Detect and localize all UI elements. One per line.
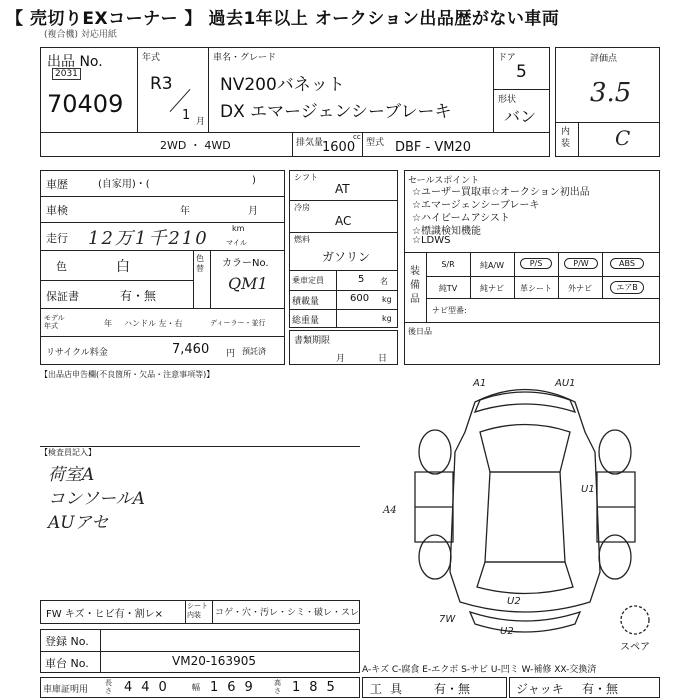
dims-length: 440 <box>124 680 176 695</box>
color-change-label: 色替 <box>196 254 204 273</box>
equip-ext-navi: 外ナビ <box>568 284 592 293</box>
wheel-front-right <box>599 430 631 474</box>
rear-bumper <box>470 612 580 632</box>
mileage-label: 走行 <box>46 232 68 245</box>
doors-value: 5 <box>516 62 527 82</box>
inspector-note-1: 荷室A <box>48 465 95 485</box>
shift-label: シフト <box>294 173 318 182</box>
displacement-unit: cc <box>353 133 361 141</box>
shift-value: AT <box>335 182 350 196</box>
color-code-label: カラーNo. <box>222 258 269 269</box>
recycle-value: 7,460 <box>172 342 210 357</box>
windshield <box>480 425 570 473</box>
seat-label: シート内装 <box>187 602 208 619</box>
lot-corner: 2031 <box>52 68 81 80</box>
equip-navi: 純ナビ <box>480 284 504 293</box>
spare-tire <box>621 606 649 634</box>
shape-label: 形状 <box>498 95 517 105</box>
score-value: 3.5 <box>590 78 632 108</box>
sales-points-label: セールスポイント <box>408 176 480 186</box>
later-items-label: 後日品 <box>408 327 432 336</box>
equipment-label: 装備品 <box>410 266 420 305</box>
displacement-value: 1600 <box>322 140 356 155</box>
deadline-day-unit: 日 <box>378 354 388 364</box>
mileage-unit-km: km <box>232 224 245 233</box>
warranty-label: 保証書 <box>46 290 79 303</box>
capacity-unit: 名 <box>380 277 388 286</box>
recycle-label: リサイクル料金 <box>46 348 108 358</box>
history-label: 車歴 <box>46 178 68 191</box>
navi-model: ナビ型番: <box>432 306 467 315</box>
shape-value: バン <box>504 107 537 126</box>
year-month: 1 <box>182 108 191 123</box>
equip-airbag: エアB <box>610 281 644 294</box>
gross-weight-unit: kg <box>382 314 392 323</box>
inspector-note-3: AUアセ <box>48 513 109 533</box>
equip-alloy: 純A/W <box>479 261 505 270</box>
sales-point-2: ☆エマージェンシーブレーキ <box>412 200 540 211</box>
vehicle-damage-diagram <box>395 372 655 642</box>
chassis-value: VM20-163905 <box>172 654 256 668</box>
ac-value: AC <box>335 214 352 228</box>
history-close: ) <box>252 175 256 186</box>
deadline-month-unit: 月 <box>336 354 346 364</box>
year-value: R3 <box>150 74 173 94</box>
ac-label: 冷房 <box>294 203 310 212</box>
chassis-label: 車台 No. <box>45 657 89 670</box>
handle: ハンドル 左・右 <box>124 319 183 328</box>
load-unit: kg <box>382 295 392 304</box>
jack-value: 有・無 <box>582 682 619 696</box>
model-code-label: 型式 <box>366 138 385 148</box>
sales-point-1: ☆ユーザー買取車☆オークション初出品 <box>412 187 590 198</box>
equip-ps: P/S <box>520 258 552 269</box>
color-value: 白 <box>116 259 130 275</box>
warranty-value: 有・無 <box>120 289 157 303</box>
score-label: 評価点 <box>590 54 618 64</box>
declaration-label: 【出品店申告欄(不良箇所・欠品・注意事項等)】 <box>40 370 215 379</box>
sales-point-4: ☆標識検知機能 <box>412 226 481 237</box>
tools-value: 有・無 <box>434 682 471 696</box>
car-name-label: 車名・グレード <box>213 53 277 63</box>
equip-tv: 純TV <box>438 284 458 293</box>
equip-abs: ABS <box>610 258 644 269</box>
model-code-value: DBF - VM20 <box>395 140 472 155</box>
capacity-value: 5 <box>358 274 365 285</box>
recycle-unit: 円 <box>226 349 236 359</box>
banner: 【 売切りEXコーナー 】 過去1年以上 オークション出品歴がない車両 <box>6 9 560 29</box>
lot-number: 70409 <box>47 90 124 118</box>
dims-height: 185 <box>292 680 344 695</box>
doors-label: ドア <box>498 53 516 63</box>
fuel-label: 燃料 <box>294 235 310 244</box>
wheel-front-left <box>419 430 451 474</box>
year-label: 年式 <box>142 53 161 63</box>
dims-label: 車庫証明用 <box>43 685 89 695</box>
roof-outline <box>485 472 565 562</box>
spare-label: スペア <box>620 642 650 653</box>
car-body-outline <box>450 390 600 613</box>
color-label: 色 <box>56 260 67 273</box>
model-year-label: モデル年式 <box>44 314 65 330</box>
inspection-month-unit: 月 <box>248 206 258 217</box>
drive: 2WD ・ 4WD <box>160 139 231 152</box>
inspection-label: 車検 <box>46 204 68 217</box>
mark-a4: A4 <box>383 505 397 516</box>
deadline-label: 書類期限 <box>294 336 331 346</box>
year-month-unit: 月 <box>196 117 206 127</box>
sales-point-5: ☆LDWS <box>412 235 451 246</box>
inspector-label: 【検査員記入】 <box>40 448 96 457</box>
dims-length-label: 長さ <box>105 679 112 695</box>
tools-label: 工具 <box>370 682 411 696</box>
mark-u1: U1 <box>581 484 595 495</box>
inspector-note-2: コンソールA <box>48 489 145 509</box>
equip-leather: 革シート <box>520 284 552 293</box>
dims-width: 169 <box>210 680 262 695</box>
displacement-label: 排気量 <box>296 138 324 148</box>
gross-weight-label: 総重量 <box>292 316 320 326</box>
dealer: ディーラー・並行 <box>210 319 266 327</box>
fuel-value: ガソリン <box>322 250 371 264</box>
mileage-unit-mile: マイル <box>226 239 247 247</box>
color-code-value: QM1 <box>228 274 268 293</box>
rear-window <box>477 562 573 594</box>
equip-pw: P/W <box>564 258 598 269</box>
registration-label: 登録 No. <box>45 635 89 648</box>
car-name-line2: DX エマージェンシーブレーキ <box>220 102 452 122</box>
lot-label: 出品 No. <box>47 54 103 70</box>
load-value: 600 <box>350 293 370 304</box>
recycle-note: 預託済 <box>242 347 266 356</box>
model-year-unit: 年 <box>104 319 112 328</box>
sub-note: (複合機) 対応用紙 <box>44 30 117 40</box>
history-value: (自家用)・( <box>98 179 150 190</box>
jack-label: ジャッキ <box>516 682 564 696</box>
mark-au1: AU1 <box>555 378 576 389</box>
damage-legend: A-キズ C-腐食 E-エクボ S-サビ U-凹ミ W-補修 XX-交換済 <box>362 665 597 675</box>
capacity-label: 乗車定員 <box>292 276 324 285</box>
interior-value: C <box>615 126 631 150</box>
sales-point-3: ☆ハイビームアシスト <box>412 213 510 224</box>
fw-text: FW キズ・ヒビ有・割レ× <box>46 609 163 620</box>
car-name-line1: NV200バネット <box>220 75 345 95</box>
load-label: 積載量 <box>292 297 320 307</box>
mileage-value: 12万1千210 <box>88 228 209 249</box>
mark-a1: A1 <box>473 378 487 389</box>
equip-sunroof: S/R <box>441 260 455 269</box>
seat-text: コゲ・穴・汚レ・シミ・破レ・スレ <box>215 608 360 618</box>
dims-height-label: 高さ <box>274 679 281 695</box>
inspection-year-unit: 年 <box>180 206 190 217</box>
mark-u2b: U2 <box>500 626 514 637</box>
mark-w1: 7W <box>439 614 456 625</box>
interior-label: 内装 <box>561 127 571 149</box>
dims-width-label: 幅 <box>192 683 200 692</box>
mark-u2: U2 <box>507 596 521 607</box>
